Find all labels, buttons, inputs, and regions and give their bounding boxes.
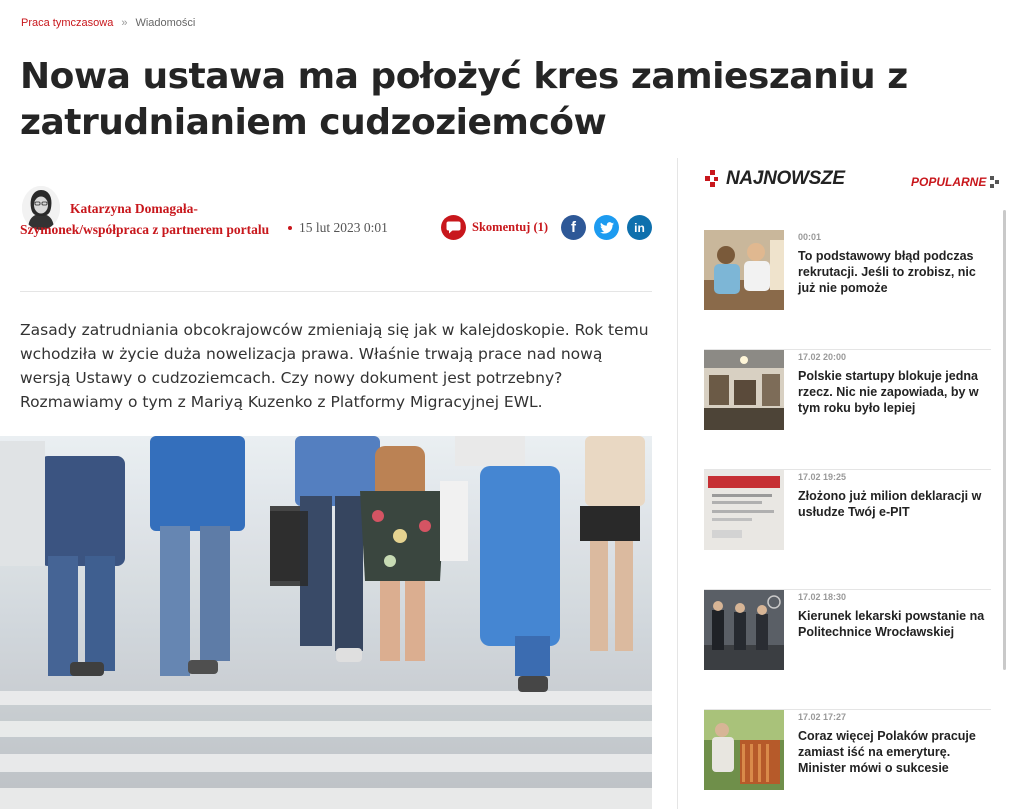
- sidebar-divider: [677, 158, 678, 809]
- newest-squares-icon: [705, 170, 719, 188]
- popular-squares-icon: [990, 176, 1000, 188]
- news-item[interactable]: [704, 350, 991, 470]
- linkedin-share-button[interactable]: [627, 215, 652, 240]
- comment-label: Skomentuj (1): [472, 220, 549, 234]
- news-time: 17.02 20:00: [798, 352, 847, 362]
- article-meta: [20, 186, 652, 276]
- article-title: Nowa ustawa ma położyć kres zamieszaniu z zatrudnianiem cudzoziemców: [20, 56, 908, 143]
- author-name-link[interactable]: Katarzyna Domagała-Szymonek/współpraca z partnerem portalu: [20, 201, 270, 237]
- tab-popular[interactable]: [911, 175, 1000, 189]
- news-time: 17.02 17:27: [798, 712, 847, 722]
- news-title[interactable]: Kierunek lekarski powstanie na Politechnice Wrocławskiej: [798, 609, 985, 639]
- news-time: 17.02 18:30: [798, 592, 847, 602]
- news-item[interactable]: [704, 710, 991, 809]
- news-item[interactable]: [704, 470, 991, 590]
- comment-icon: [441, 215, 466, 240]
- linkedin-icon: in: [634, 220, 645, 235]
- news-title[interactable]: To podstawowy błąd podczas rekrutacji. Jeśli to zrobisz, nic już nie pomoże: [798, 249, 976, 295]
- twitter-icon: [600, 222, 614, 234]
- twitter-share-button[interactable]: [594, 215, 619, 240]
- date-bullet: [288, 226, 292, 230]
- news-title[interactable]: Złożono już milion deklaracji w usłudze Twój e-PIT: [798, 489, 982, 519]
- news-item[interactable]: [704, 230, 991, 350]
- article-lead: Zasady zatrudniania obcokrajowców zmieniają się jak w kalejdoskopie. Rok temu wchodziła w życie duża nowelizacja prawa. Właśnie trwają prace nad nową wersją Ustawy o cudzoziemcach. Czy nowy dokument jest potrzebny? Rozmawiamy o tym z Mariyą Kuzenko z Platformy Migracyjnej EWL.: [20, 321, 649, 411]
- news-list: [704, 230, 991, 809]
- breadcrumb-current[interactable]: Wiadomości: [135, 17, 196, 29]
- breadcrumb: [21, 17, 195, 29]
- article-date: [288, 220, 388, 236]
- news-title[interactable]: Polskie startupy blokuje jedna rzecz. Nic nie zapowiada, by w tym roku było lepiej: [798, 369, 979, 415]
- comment-button[interactable]: [441, 215, 548, 240]
- news-thumbnail: [704, 350, 784, 430]
- facebook-share-button[interactable]: [561, 215, 586, 240]
- tab-newest[interactable]: [705, 168, 845, 190]
- news-thumbnail: [704, 590, 784, 670]
- sidebar: [677, 158, 1017, 809]
- news-title[interactable]: Coraz więcej Polaków pracuje zamiast iść na emeryturę. Minister mówi o sukcesie: [798, 729, 976, 775]
- news-thumbnail: [704, 470, 784, 550]
- meta-divider: [20, 291, 652, 292]
- news-thumbnail: [704, 710, 784, 790]
- article-date-text: 15 lut 2023 0:01: [299, 220, 388, 235]
- news-time: 00:01: [798, 232, 822, 242]
- news-thumbnail: [704, 230, 784, 310]
- breadcrumb-link-section[interactable]: Praca tymczasowa: [21, 17, 114, 29]
- facebook-icon: f: [571, 219, 576, 236]
- sidebar-scrollbar[interactable]: [1003, 210, 1006, 670]
- breadcrumb-separator: »: [121, 17, 128, 29]
- tab-popular-label: POPULARNE: [911, 175, 987, 189]
- article-main-image: [0, 436, 652, 809]
- news-time: 17.02 19:25: [798, 472, 847, 482]
- tab-newest-label: NAJNOWSZE: [726, 168, 845, 189]
- news-item[interactable]: [704, 590, 991, 710]
